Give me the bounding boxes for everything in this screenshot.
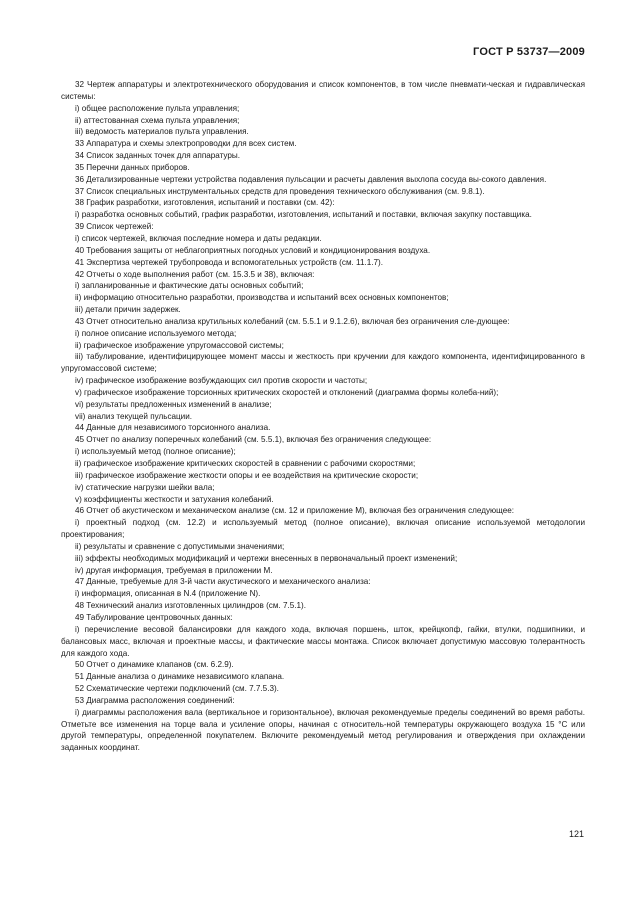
paragraph: 44 Данные для независимого торсионного анализа.	[75, 423, 271, 433]
paragraph: 46 Отчет об акустическом и механическом анализе (см. 12 и приложение М), включая без ограничения следующее:	[75, 506, 515, 516]
paragraph: i) список чертежей, включая последние номера и даты редакции.	[75, 233, 322, 243]
paragraph: 50 Отчет о динамике клапанов (см. 6.2.9).	[75, 660, 234, 670]
paragraph: 52 Схематические чертежи подключений (см. 7.7.5.3).	[75, 684, 279, 694]
paragraph: 49 Табулирование центровочных данных:	[75, 612, 233, 622]
paragraph: 45 Отчет по анализу поперечных колебаний (см. 5.5.1), включая без ограничения следующее:	[75, 435, 432, 445]
paragraph: i) используемый метод (полное описание);	[75, 447, 236, 457]
paragraph: v) графическое изображение торсионных критических скоростей и отклонений (диаграмма формы колеба-ний);	[75, 387, 499, 397]
paragraph: 42 Отчеты о ходе выполнения работ (см. 15.3.5 и 38), включая:	[75, 269, 315, 279]
paragraph: 40 Требования защиты от неблагоприятных погодных условий и кондиционирования воздуха.	[75, 245, 431, 255]
paragraph: 53 Диаграмма расположения соединений:	[75, 695, 235, 705]
paragraph: 51 Данные анализа о динамике независимого клапана.	[75, 672, 285, 682]
paragraph: vii) анализ текущей пульсации.	[75, 411, 193, 421]
paragraph: v) коэффициенты жесткости и затухания колебаний.	[75, 494, 274, 504]
paragraph: iv) графическое изображение возбуждающих сил против скорости и частоты;	[75, 376, 368, 386]
paragraph: iv) другая информация, требуемая в приложении М.	[75, 565, 273, 575]
paragraph: ii) аттестованная схема пульта управления;	[75, 115, 240, 125]
paragraph: iii) детали причин задержек.	[75, 305, 181, 315]
paragraph: iii) ведомость материалов пульта управления.	[75, 127, 249, 137]
paragraph: 41 Экспертиза чертежей трубопровода и вспомогательных устройств (см. 11.1.7).	[75, 257, 383, 267]
paragraph: i) полное описание используемого метода;	[75, 328, 237, 338]
paragraph: 38 График разработки, изготовления, испытаний и поставки (см. 42):	[75, 198, 335, 208]
paragraph: ii) графическое изображение критических скоростей в сравнении с рабочими скоростями;	[75, 459, 416, 468]
paragraph: 34 Список заданных точек для аппаратуры.	[75, 151, 240, 161]
paragraph: i) общее расположение пульта управления;	[75, 103, 240, 113]
paragraph: ii) информацию относительно разработки, производства и испытаний всех основных компонентов;	[75, 293, 449, 303]
paragraph: 47 Данные, требуемые для 3-й части акустического и механического анализа:	[75, 577, 371, 587]
paragraph: 39 Список чертежей:	[75, 222, 154, 232]
paragraph: i) диаграммы расположения вала (вертикальное и горизонтальное), включая рекомендуемые пределы соединений во время работы. Отметьте все изменения на торце вала и усиление опоры, начиная с относитель-ной температуры окружающего воздуха 15 °С или другой температуры, определенной покупателем. Включите рекомендуемый метод регулирования и отверждения при охлаждении заданных координат.	[61, 707, 585, 753]
paragraph: i) разработка основных событий, график разработки, изготовления, испытаний и поставки, включая закупку поставщика.	[75, 210, 532, 220]
paragraph: 32 Чертеж аппаратуры и электротехнического оборудования и список компонентов, в том числе пневмати-ческая и гидравлическая системы:	[61, 80, 585, 101]
paragraph: iv) статические нагрузки шейки вала;	[75, 482, 215, 492]
paragraph: ii) результаты и сравнение с допустимыми значениями;	[75, 541, 285, 551]
paragraph: iii) эффекты необходимых модификаций и чертежи внесенных в первоначальный проект изменений;	[75, 553, 458, 563]
paragraph: 33 Аппаратура и схемы электропроводки для всех систем.	[75, 139, 297, 149]
paragraph: ii) графическое изображение упругомассовой системы;	[75, 340, 284, 350]
paragraph: vi) результаты предложенных изменений в анализе;	[75, 399, 272, 409]
paragraph: 48 Технический анализ изготовленных цилиндров (см. 7.5.1).	[75, 601, 306, 611]
paragraph: i) информация, описанная в N.4 (приложение N).	[75, 589, 261, 599]
paragraph: 35 Перечни данных приборов.	[75, 162, 190, 172]
paragraph: 36 Детализированные чертежи устройства подавления пульсации и расчеты давления выхлопа сосуда вы-сокого давления.	[75, 174, 547, 184]
paragraph: 43 Отчет относительно анализа крутильных колебаний (см. 5.5.1 и 9.1.2.6), включая без ограничения сле-дующее:	[75, 316, 510, 326]
document-header: ГОСТ Р 53737—2009	[473, 46, 585, 58]
paragraph: i) перечисление весовой балансировки для каждого хода, включая поршень, шток, крейцкопф, гайки, втулки, подшипники, и балансовых масс, включая и проектные массы, и фактические массы монтажа. Список включает допустимую массовую толерантность для каждого хода.	[61, 624, 585, 658]
paragraph: iii) графическое изображение жесткости опоры и ее воздействия на критические скорости;	[75, 470, 419, 480]
paragraph: iii) табулирование, идентифицирующее момент массы и жесткость при кручении для каждого компонента, идентифицированного в упругомассовой системе;	[61, 352, 585, 374]
page-number: 121	[568, 829, 584, 839]
document-body	[61, 79, 585, 754]
paragraph: i) запланированные и фактические даты основных событий;	[75, 281, 304, 291]
paragraph: 37 Список специальных инструментальных средств для проведения технического обслуживания (см. 9.8.1).	[75, 186, 485, 196]
paragraph: i) проектный подход (см. 12.2) и используемый метод (полное описание), включая описание используемой методологии проектирования;	[61, 518, 585, 540]
